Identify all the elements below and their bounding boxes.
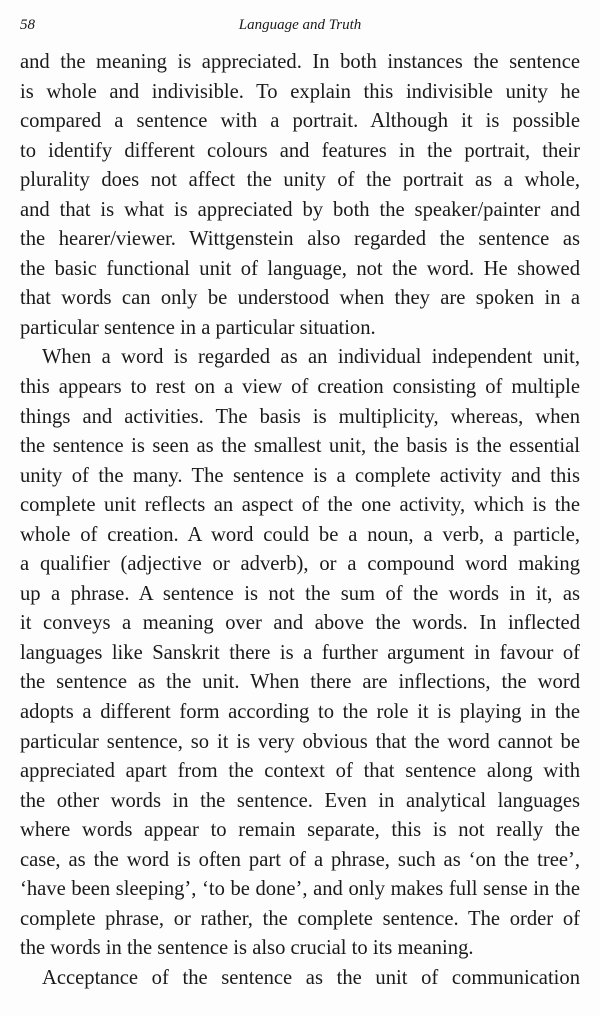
text-line: appreciated apart from the context of that sentence along with <box>20 760 580 783</box>
running-head <box>20 14 580 36</box>
text-line: compared a sentence with a portrait. Although it is possible <box>20 110 580 133</box>
text-line: particular sentence, so it is very obvious that the word cannot be <box>20 730 580 753</box>
text-line: that words can only be understood when they are spoken in a <box>20 287 580 310</box>
text-line: things and activities. The basis is multiplicity, whereas, when <box>20 405 580 428</box>
text-line: When a word is regarded as an individual independent unit, <box>42 346 580 369</box>
text-line: case, as the word is often part of a phrase, such as ‘on the tree’, <box>20 848 580 871</box>
text-line: the hearer/viewer. Wittgenstein also regarded the sentence as <box>20 228 580 251</box>
text-line: the sentence as the unit. When there are inflections, the word <box>20 671 580 694</box>
text-line: unity of the many. The sentence is a complete activity and this <box>20 464 580 487</box>
text-line: it conveys a meaning over and above the words. In inflected <box>20 612 580 635</box>
paragraph <box>20 48 580 343</box>
body-text <box>20 48 580 994</box>
text-line: the basic functional unit of language, not the word. He showed <box>20 257 580 280</box>
text-line: complete phrase, or rather, the complete sentence. The order of <box>20 907 580 930</box>
text-line: particular sentence in a particular situation. <box>20 316 376 339</box>
text-line: Acceptance of the sentence as the unit of communication <box>42 966 580 989</box>
text-line: ‘have been sleeping’, ‘to be done’, and only makes full sense in the <box>20 878 580 901</box>
text-line: the other words in the sentence. Even in analytical languages <box>20 789 580 812</box>
text-line: where words appear to remain separate, this is not really the <box>20 819 580 842</box>
text-line: complete unit reflects an aspect of the one activity, which is the <box>20 494 580 517</box>
text-line: up a phrase. A sentence is not the sum of the words in it, as <box>20 582 580 605</box>
text-line: is whole and indivisible. To explain this indivisible unity he <box>20 80 580 103</box>
text-line: and that is what is appreciated by both the speaker/painter and <box>20 198 580 221</box>
paragraph <box>20 964 580 994</box>
running-title: Language and Truth <box>238 17 362 33</box>
text-line: the words in the sentence is also crucial to its meaning. <box>20 937 474 960</box>
text-line: to identify different colours and features in the portrait, their <box>20 139 580 162</box>
text-line: and the meaning is appreciated. In both instances the sentence <box>20 51 580 73</box>
text-line: this appears to rest on a view of creation consisting of multiple <box>20 376 580 399</box>
text-line: plurality does not affect the unity of the portrait as a whole, <box>20 169 580 192</box>
text-line: whole of creation. A word could be a noun, a verb, a particle, <box>20 523 580 546</box>
page-number: 58 <box>20 17 35 33</box>
text-line: the sentence is seen as the smallest unit, the basis is the essential <box>20 435 580 458</box>
text-line: languages like Sanskrit there is a further argument in favour of <box>20 641 580 664</box>
text-line: adopts a different form according to the role it is playing in the <box>20 701 580 724</box>
paragraph <box>20 343 580 963</box>
text-line: a qualifier (adjective or adverb), or a compound word making <box>20 553 580 576</box>
